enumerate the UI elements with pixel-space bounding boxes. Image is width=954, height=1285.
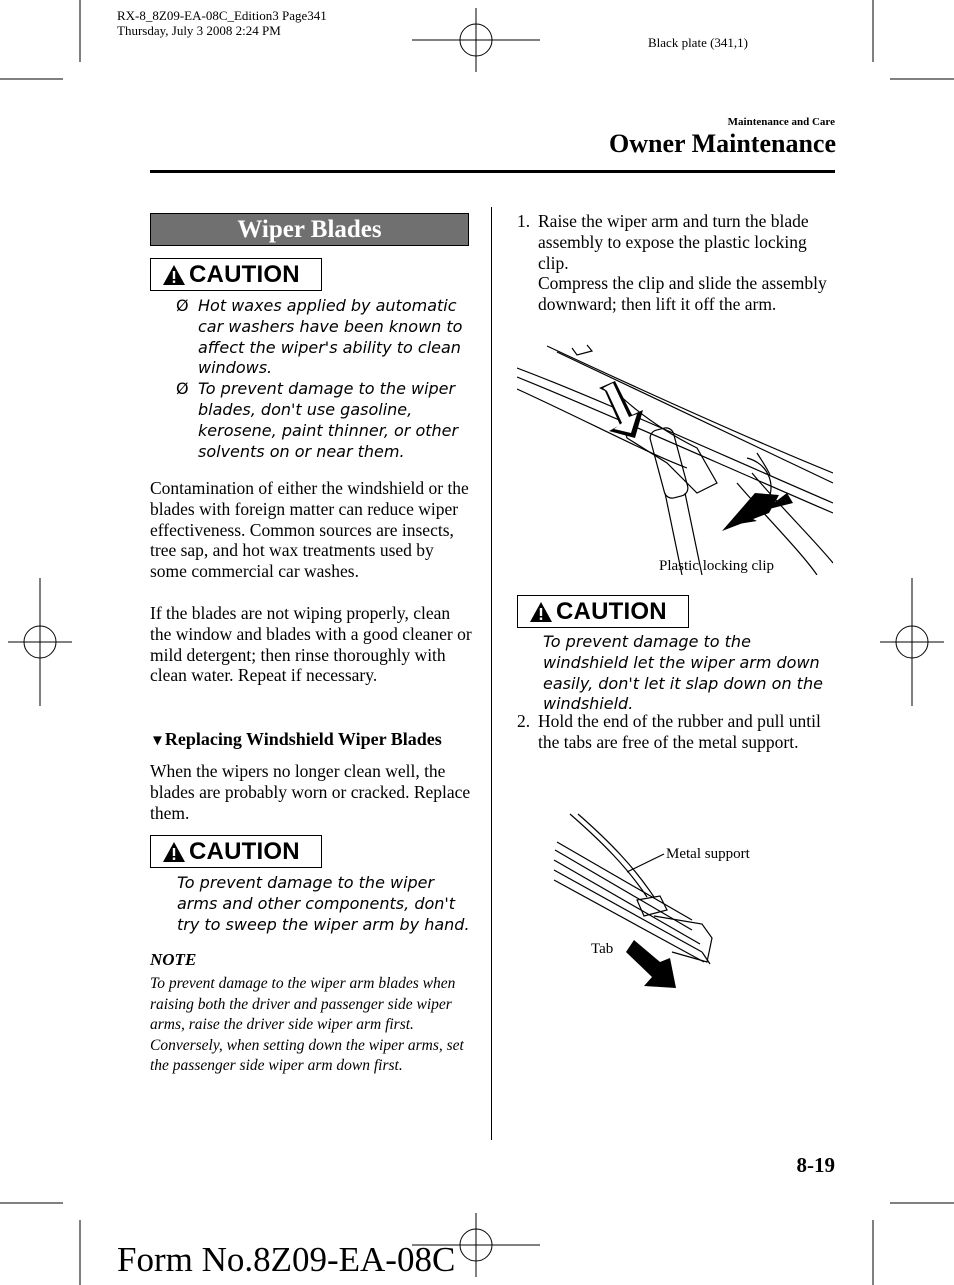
page-number: 8-19 <box>796 1153 835 1177</box>
bullet-marker: Ø <box>176 379 189 399</box>
wiper-clip-figure <box>517 343 833 575</box>
step-number: 1. <box>517 211 531 231</box>
paragraph-cleaning: If the blades are not wiping properly, clean the window and blades with a good cleaner or mild detergent; then rinse thoroughly with clean water. Repeat if necessary. <box>150 603 472 686</box>
caution-label: CAUTION <box>189 837 300 865</box>
subheading-text: Replacing Windshield Wiper Blades <box>164 729 442 749</box>
warning-icon <box>162 841 186 863</box>
caution-1-list <box>172 296 472 462</box>
section-banner: Wiper Blades <box>150 213 469 246</box>
warning-icon <box>529 601 553 623</box>
caution-label: CAUTION <box>189 260 300 288</box>
section-label: Maintenance and Care <box>727 116 835 128</box>
caution-3-text: To prevent damage to the windshield let the wiper arm down easily, don't let it slap down on the windshield. <box>543 632 823 714</box>
step-number: 2. <box>517 711 531 731</box>
triangle-down-icon: ▼ <box>150 733 165 749</box>
caution-label: CAUTION <box>556 597 667 625</box>
print-meta <box>117 8 327 38</box>
list-item: Ø To prevent damage to the wiper blades, don't use gasoline, kerosene, paint thinner, or other solvents on or near them. <box>176 379 459 461</box>
paragraph-replace: When the wipers no longer clean well, the blades are probably worn or cracked. Replace them. <box>150 761 471 823</box>
page-title: Owner Maintenance <box>609 129 836 158</box>
step-1-text-b: Compress the clip and slide the assembly downward; then lift it off the arm. <box>538 273 827 315</box>
paragraph-contamination: Contamination of either the windshield or the blades with foreign matter can reduce wiper effectiveness. Common sources are insects, tree sap, and hot wax treatments used by some commercial car washes. <box>150 478 469 582</box>
caution-box-2 <box>150 835 322 868</box>
print-meta-line1: RX-8_8Z09-EA-08C_Edition3 Page341 <box>117 8 327 23</box>
fig2-label-metal: Metal support <box>666 846 750 862</box>
form-number: Form No.8Z09-EA-08C <box>117 1240 456 1279</box>
caution-2-text: To prevent damage to the wiper arms and other components, don't try to sweep the wiper arm by hand. <box>177 873 470 934</box>
step-2 <box>517 711 837 753</box>
rubber-removal-figure <box>552 812 752 992</box>
note-text: To prevent damage to the wiper arm blades when raising both the driver and passenger side wiper arms, raise the driver side wiper arm first. Conversely, when setting down the wiper arms, set the passenger side wiper arm down first. <box>150 975 464 1075</box>
step-2-text: Hold the end of the rubber and pull until the tabs are free of the metal support. <box>538 711 821 752</box>
fig2-label-tab: Tab <box>591 941 614 957</box>
fig1-caption: Plastic locking clip <box>659 558 774 574</box>
bullet-marker: Ø <box>176 296 189 315</box>
step-1-text-a: Raise the wiper arm and turn the blade assembly to expose the plastic locking clip. <box>538 211 809 273</box>
note-heading: NOTE <box>150 950 197 969</box>
print-meta-line2: Thursday, July 3 2008 2:24 PM <box>117 23 281 38</box>
caution-box-1 <box>150 258 322 291</box>
subheading <box>150 729 480 750</box>
column-divider <box>491 207 492 1140</box>
list-item: Ø Hot waxes applied by automatic car washers have been known to affect the wiper's ability to clean windows. <box>176 296 463 378</box>
plate-label: Black plate (341,1) <box>648 35 748 50</box>
step-1 <box>517 211 837 315</box>
warning-icon <box>162 264 186 286</box>
caution-box-3 <box>517 595 689 628</box>
header-rule <box>150 170 835 173</box>
